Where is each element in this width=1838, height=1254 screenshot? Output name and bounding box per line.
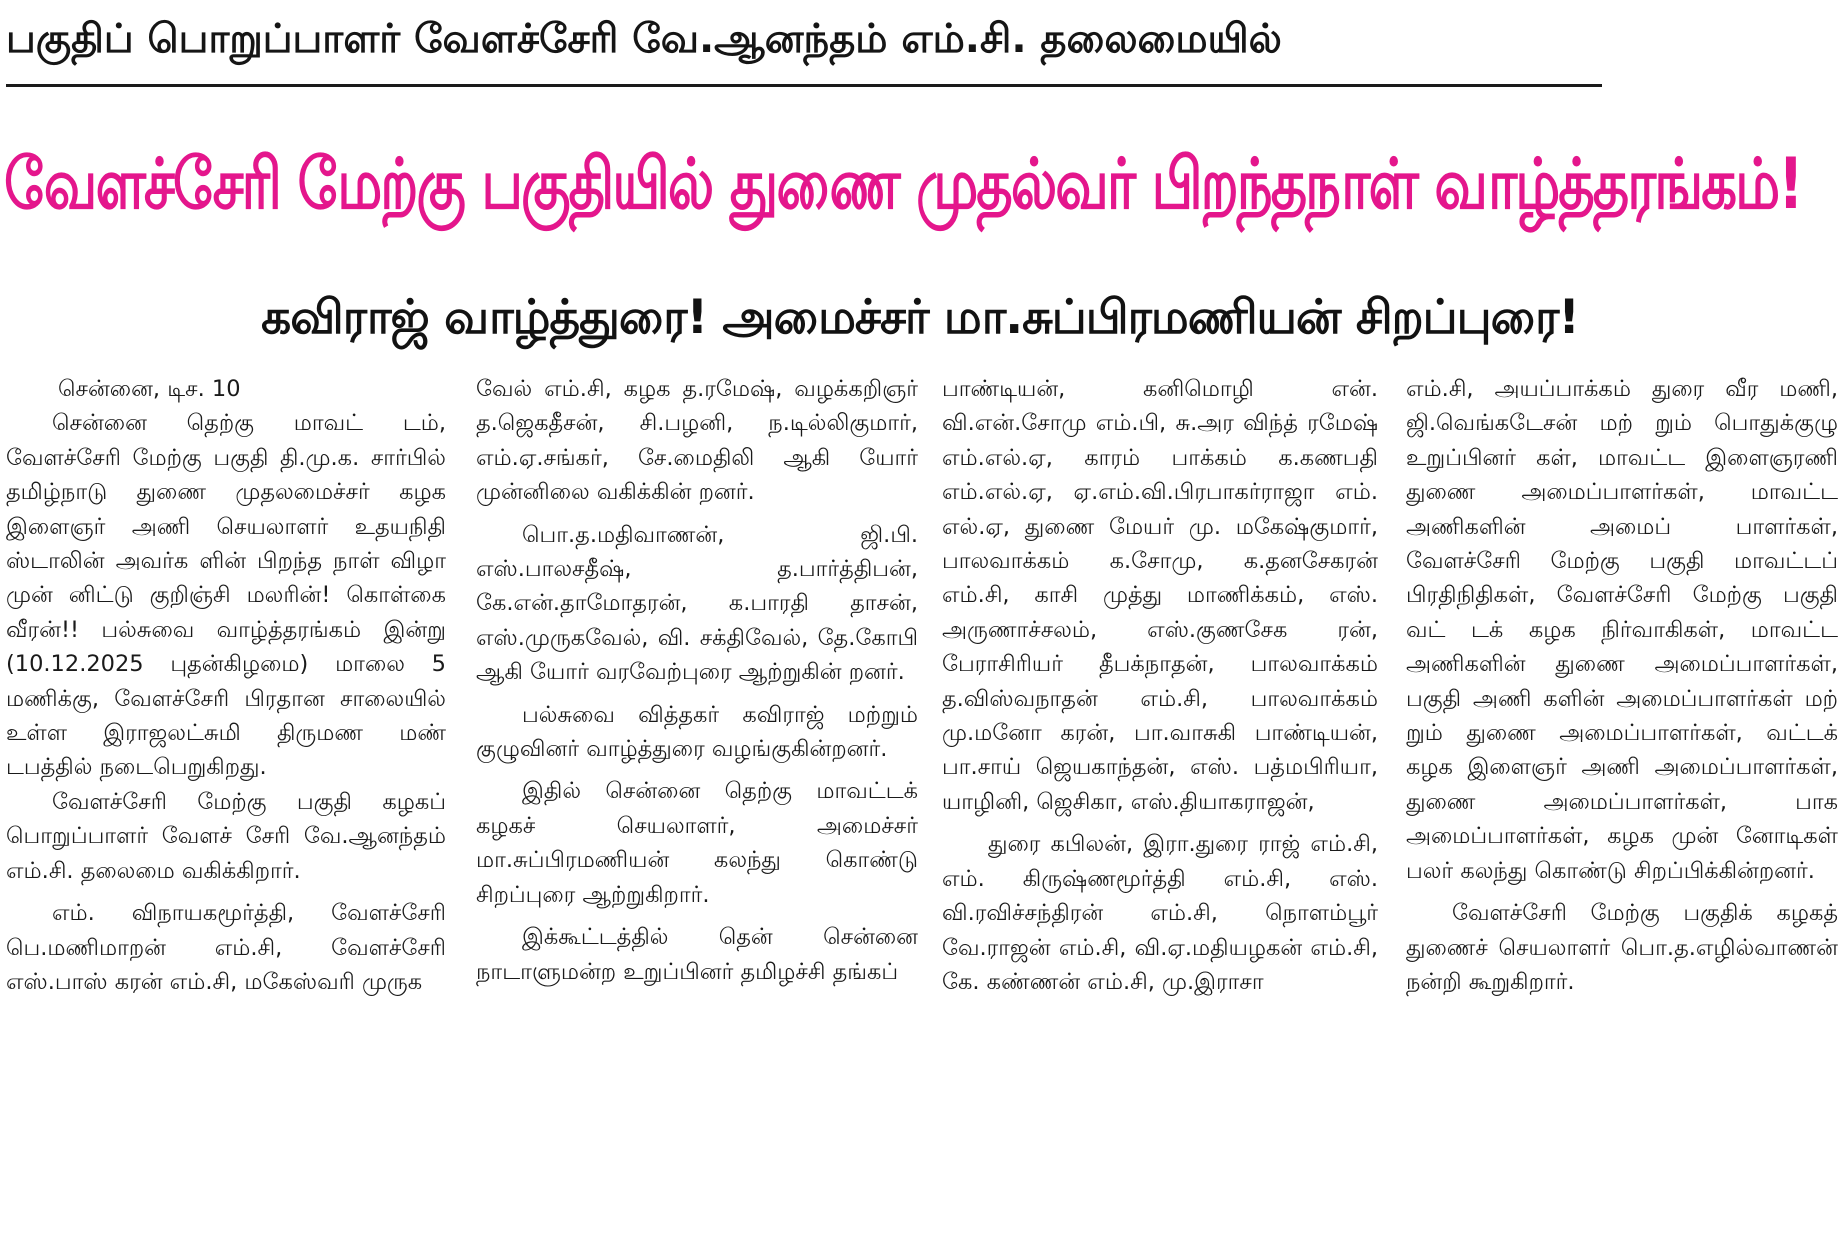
article-column-4 xyxy=(1406,372,1838,1254)
article-column-1 xyxy=(6,372,446,1254)
paragraph: இதில் சென்னை தெற்கு மாவட்டக் கழகச் செயலாளர், அமைச்சர் மா.சுப்பிரமணியன் கலந்து கொண்டு சிறப்புரை ஆற்றுகிறார். xyxy=(476,778,918,908)
paragraph: சென்னை தெற்கு மாவட் டம், வேளச்சேரி மேற்கு பகுதி தி.மு.க. சார்பில் தமிழ்நாடு துணை முதலமைச்சர் கழக இளைஞர் அணி செயலாளர் உதயநிதி ஸ்டாலின் அவர்க ளின் பிறந்த நாள் விழா முன் னிட்டு குறிஞ்சி மலரின்! கொள்கை வீரன்!! பல்சுவை வாழ்த்தரங்கம் இன்று (10.12.2025 புதன்கிழமை) மாலை 5 மணிக்கு, வேளச்சேரி பிரதான சாலையில் உள்ள இராஜலட்சுமி திருமண மண் டபத்தில் நடைபெறுகிறது. xyxy=(6,410,446,781)
article-column-2 xyxy=(476,372,918,1254)
paragraph: வேளச்சேரி மேற்கு பகுதிக் கழகத் துணைச் செயலாளர் பொ.த.எழில்வாணன் நன்றி கூறுகிறார். xyxy=(1406,900,1838,995)
paragraph: துரை கபிலன், இரா.துரை ராஜ் எம்.சி, எம். கிருஷ்ணமூர்த்தி எம்.சி, எஸ். வி.ரவிச்சந்திரன் எம்.சி, நொளம்பூர் வே.ராஜன் எம்.சி, வி.ஏ.மதியழகன் எம்.சி, கே. கண்ணன் எம்.சி, மு.இராசா xyxy=(942,831,1378,995)
kicker-line: பகுதிப் பொறுப்பாளர் வேளச்சேரி வே.ஆனந்தம் எம்.சி. தலைமையில் xyxy=(6,16,1282,62)
paragraph: எம். விநாயகமூர்த்தி, வேளச்சேரி பெ.மணிமாறன் எம்.சி, வேளச்சேரி எஸ்.பாஸ் கரன் எம்.சி, மகேஸ்வரி முருக xyxy=(6,900,446,995)
kicker-underline xyxy=(6,84,1602,87)
paragraph: வேல் எம்.சி, கழக த.ரமேஷ், வழக்கறிஞர் த.ஜெகதீசன், சி.பழனி, ந.டில்லிகுமார், எம்.ஏ.சங்கர், சே.மைதிலி ஆகி யோர் முன்னிலை வகிக்கின் றனர். xyxy=(476,376,918,506)
subheadline: கவிராஜ் வாழ்த்துரை! அமைச்சர் மா.சுப்பிரமணியன் சிறப்புரை! xyxy=(261,290,1579,345)
headline: வேளச்சேரி மேற்கு பகுதியில் துணை முதல்வர் பிறந்தநாள் வாழ்த்தரங்கம்! xyxy=(4,144,1802,226)
paragraph: இக்கூட்டத்தில் தென் சென்னை நாடாளுமன்ற உறுப்பினர் தமிழச்சி தங்கப் xyxy=(476,924,918,985)
paragraph: எம்.சி, அயப்பாக்கம் துரை வீர மணி, ஜி.வெங்கடேசன் மற் றும் பொதுக்குழு உறுப்பினர் கள், மாவட்ட இளைஞரணி துணை அமைப்பாளர்கள், மாவட்ட அணிகளின் அமைப் பாளர்கள், வேளச்சேரி மேற்கு பகுதி மாவட்டப் பிரதிநிதிகள், வேளச்சேரி மேற்கு பகுதி வட் டக் கழக நிர்வாகிகள், மாவட்ட அணிகளின் துணை அமைப்பாளர்கள், பகுதி அணி களின் அமைப்பாளர்கள் மற் றும் துணை அமைப்பாளர்கள், வட்டக் கழக இளைஞர் அணி அமைப்பாளர்கள், துணை அமைப்பாளர்கள், பாக அமைப்பாளர்கள், கழக முன் னோடிகள் பலர் கலந்து கொண்டு சிறப்பிக்கின்றனர். xyxy=(1406,376,1838,884)
paragraph: பாண்டியன், கனிமொழி என். வி.என்.சோமு எம்.பி, சு.அர விந்த் ரமேஷ் எம்.எல்.ஏ, காரம் பாக்கம் க.கணபதி எம்.எல்.ஏ, ஏ.எம்.வி.பிரபாகர்ராஜா எம். எல்.ஏ, துணை மேயர் மு. மகேஷ்குமார், பாலவாக்கம் க.சோமு, க.தனசேகரன் எம்.சி, காசி முத்து மாணிக்கம், எஸ். அருணாச்சலம், எஸ்.குணசேக ரன், பேராசிரியர் தீபக்நாதன், பாலவாக்கம் த.விஸ்வநாதன் எம்.சி, பாலவாக்கம் மு.மனோ கரன், பா.வாசுகி பாண்டியன், பா.சாய் ஜெயகாந்தன், எஸ். பத்மபிரியா, யாழினி, ஜெசிகா, எஸ்.தியாகராஜன், xyxy=(942,376,1378,815)
paragraph: வேளச்சேரி மேற்கு பகுதி கழகப் பொறுப்பாளர் வேளச் சேரி வே.ஆனந்தம் எம்.சி. தலைமை வகிக்கிறார். xyxy=(6,788,446,884)
paragraph: பல்சுவை வித்தகர் கவிராஜ் மற்றும் குழுவினர் வாழ்த்துரை வழங்குகின்றனர். xyxy=(476,701,918,763)
dateline: சென்னை, டிச. 10 xyxy=(58,376,241,402)
paragraph: பொ.த.மதிவாணன், ஜி.பி. எஸ்.பாலசதீஷ், த.பார்த்திபன், கே.என்.தாமோதரன், க.பாரதி தாசன், எஸ்.முருகவேல், வி. சக்திவேல், தே.கோபி ஆகி யோர் வரவேற்புரை ஆற்றுகின் றனர். xyxy=(476,521,918,686)
article-body xyxy=(6,372,1836,1254)
article-column-3 xyxy=(942,372,1378,1254)
